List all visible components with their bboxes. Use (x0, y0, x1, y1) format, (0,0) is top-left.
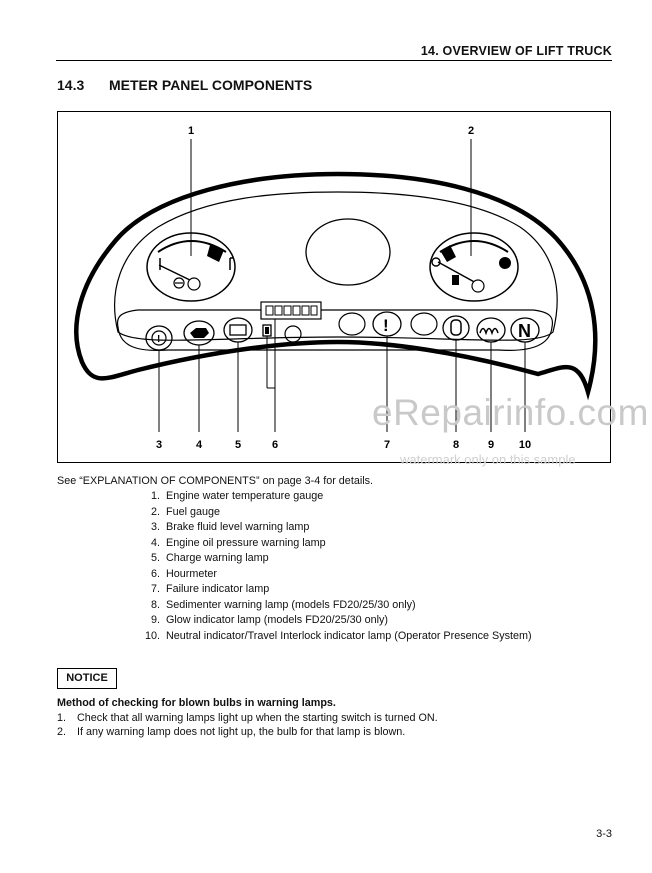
list-item: 6. Hourmeter (150, 567, 218, 580)
watermark-sub: watermark only on this sample (400, 452, 576, 467)
callout-3: 3 (155, 439, 163, 451)
callout-8: 8 (452, 439, 460, 451)
list-item: 2. Fuel gauge (150, 505, 221, 518)
notice-label: NOTICE (57, 668, 117, 689)
list-item: 3. Brake fluid level warning lamp (150, 521, 310, 533)
section-number: 14.3 (57, 77, 85, 93)
callout-4: 4 (195, 439, 203, 451)
callout-10: 10 (518, 439, 532, 451)
fuel-pump-icon (452, 275, 459, 285)
see-details-note: See “EXPLANATION OF COMPONENTS” on page 3-4 for details. (57, 475, 374, 487)
list-item: 7. Failure indicator lamp (150, 583, 270, 595)
list-item: 10. Neutral indicator/Travel Interlock indicator lamp (Operator Presence System) (144, 629, 532, 642)
list-item: 8. Sedimenter warning lamp (models FD20/25/30 only) (150, 598, 416, 611)
notice-heading: Method of checking for blown bulbs in warning lamps. (57, 697, 336, 709)
panel-outer-outline (76, 174, 595, 392)
neutral-indicator-symbol: N (518, 321, 531, 341)
header-rule (56, 60, 612, 61)
list-item: 9. Glow indicator lamp (models FD20/25/30 only) (150, 614, 389, 626)
brake-fluid-lamp-symbol: ! (157, 334, 161, 345)
components-list (140, 489, 532, 644)
callout-2: 2 (467, 125, 475, 137)
section-title (57, 77, 312, 93)
list-item: 4. Engine oil pressure warning lamp (150, 536, 326, 549)
list-item: 1. Engine water temperature gauge (150, 490, 324, 502)
callout-6: 6 (271, 439, 279, 451)
failure-indicator-symbol: ! (383, 316, 389, 335)
callout-9: 9 (487, 439, 495, 451)
watermark-main: eRepairinfo.com (372, 392, 649, 433)
callout-7: 7 (383, 439, 391, 451)
callout-5: 5 (234, 439, 242, 451)
section-title-text: METER PANEL COMPONENTS (109, 77, 313, 93)
temperature-needle-hub (188, 278, 200, 290)
list-item: 2. If any warning lamp does not light up, the bulb for that lamp is blown. (57, 726, 406, 738)
page-number: 3-3 (596, 828, 612, 840)
fuel-needle-hub (472, 280, 484, 292)
list-item: 1. Check that all warning lamps light up when the starting switch is turned ON. (57, 712, 438, 724)
notice-list (57, 711, 438, 739)
callout-1: 1 (187, 125, 195, 137)
page-header-title: 14. OVERVIEW OF LIFT TRUCK (420, 44, 612, 58)
list-item: 5. Charge warning lamp (150, 552, 269, 564)
fuel-full-mark (499, 257, 511, 269)
